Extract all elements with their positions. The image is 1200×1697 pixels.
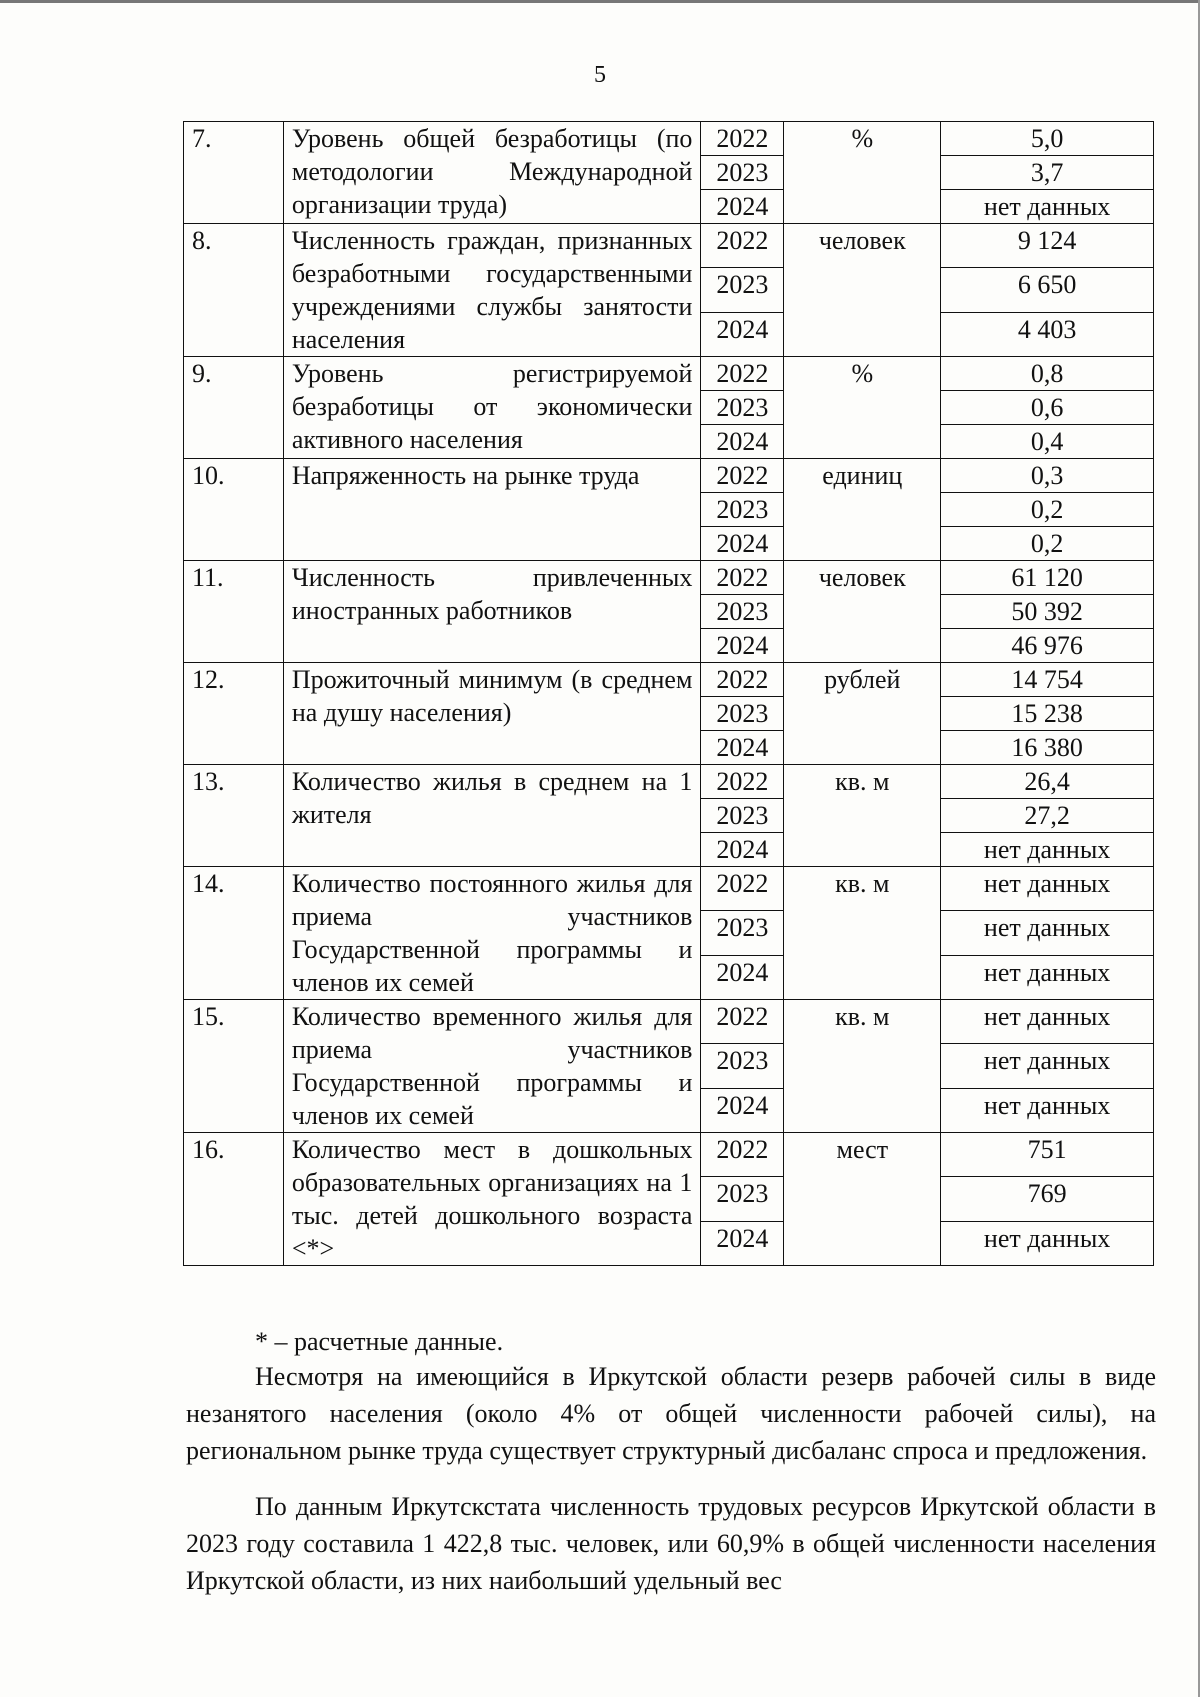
year-cell: 2024 — [701, 425, 784, 459]
year-cell: 2022 — [701, 1133, 784, 1177]
year-cell: 2024 — [701, 1088, 784, 1132]
year-cell: 2022 — [701, 459, 784, 493]
year-cell: 2023 — [701, 911, 784, 955]
year-cell: 2023 — [701, 595, 784, 629]
indicator-name: Количество мест в дошкольных образовательных организациях на 1 тыс. детей дошкольного возраста <*> — [283, 1133, 701, 1266]
unit-cell: % — [784, 357, 941, 459]
unit-cell: человек — [784, 224, 941, 357]
unit-cell: человек — [784, 561, 941, 663]
indicator-name: Количество жилья в среднем на 1 жителя — [283, 765, 701, 867]
unit-cell: кв. м — [784, 765, 941, 867]
table-row — [184, 1000, 1154, 1044]
table-row — [184, 561, 1154, 595]
scan-edge-top — [0, 0, 1200, 3]
row-number: 8. — [184, 224, 284, 357]
indicators-table-body — [184, 122, 1154, 1266]
year-cell: 2024 — [701, 731, 784, 765]
value-cell: 5,0 — [941, 122, 1154, 156]
table-row — [184, 357, 1154, 391]
indicators-table — [183, 121, 1154, 1266]
year-cell: 2023 — [701, 1177, 784, 1221]
table-row — [184, 1133, 1154, 1177]
year-cell: 2024 — [701, 955, 784, 999]
value-cell: нет данных — [941, 955, 1154, 999]
year-cell: 2023 — [701, 1044, 784, 1088]
year-cell: 2022 — [701, 561, 784, 595]
year-cell: 2023 — [701, 156, 784, 190]
year-cell: 2022 — [701, 357, 784, 391]
table-row — [184, 122, 1154, 156]
page-number: 5 — [594, 62, 606, 88]
row-number: 16. — [184, 1133, 284, 1266]
unit-cell: % — [784, 122, 941, 224]
value-cell: нет данных — [941, 867, 1154, 911]
indicator-name: Прожиточный минимум (в среднем на душу населения) — [283, 663, 701, 765]
value-cell: 0,8 — [941, 357, 1154, 391]
value-cell: 16 380 — [941, 731, 1154, 765]
row-number: 11. — [184, 561, 284, 663]
value-cell: 15 238 — [941, 697, 1154, 731]
footnote: * – расчетные данные. — [255, 1327, 504, 1356]
indicator-name: Количество постоянного жилья для приема участников Государственной программы и членов их семей — [283, 867, 701, 1000]
value-cell: 26,4 — [941, 765, 1154, 799]
row-number: 13. — [184, 765, 284, 867]
year-cell: 2024 — [701, 312, 784, 356]
value-cell: 4 403 — [941, 312, 1154, 356]
year-cell: 2023 — [701, 697, 784, 731]
value-cell: 50 392 — [941, 595, 1154, 629]
value-cell: 769 — [941, 1177, 1154, 1221]
value-cell: 6 650 — [941, 268, 1154, 312]
indicator-name: Уровень регистрируемой безработицы от экономически активного населения — [283, 357, 701, 459]
table-row — [184, 867, 1154, 911]
value-cell: 46 976 — [941, 629, 1154, 663]
value-cell: 0,2 — [941, 527, 1154, 561]
year-cell: 2023 — [701, 799, 784, 833]
value-cell: нет данных — [941, 1044, 1154, 1088]
unit-cell: кв. м — [784, 867, 941, 1000]
value-cell: 3,7 — [941, 156, 1154, 190]
indicator-name: Количество временного жилья для приема участников Государственной программы и членов их семей — [283, 1000, 701, 1133]
value-cell: нет данных — [941, 1221, 1154, 1265]
table-row — [184, 765, 1154, 799]
row-number: 12. — [184, 663, 284, 765]
value-cell: 0,6 — [941, 391, 1154, 425]
value-cell: нет данных — [941, 833, 1154, 867]
paragraph-1: Несмотря на имеющийся в Иркутской области резерв рабочей силы в виде незанятого населения (около 4% от общей численности рабочей силы), на региональном рынке труда существует структурный дисбаланс спроса и предложения. — [186, 1362, 1156, 1465]
table-row — [184, 224, 1154, 268]
value-cell: 61 120 — [941, 561, 1154, 595]
unit-cell: единиц — [784, 459, 941, 561]
year-cell: 2024 — [701, 527, 784, 561]
table-row — [184, 663, 1154, 697]
row-number: 7. — [184, 122, 284, 224]
row-number: 14. — [184, 867, 284, 1000]
indicator-name: Численность граждан, признанных безработными государственными учреждениями службы занятости населения — [283, 224, 701, 357]
value-cell: нет данных — [941, 190, 1154, 224]
indicator-name: Напряженность на рынке труда — [283, 459, 701, 561]
year-cell: 2023 — [701, 268, 784, 312]
value-cell: 0,3 — [941, 459, 1154, 493]
year-cell: 2022 — [701, 765, 784, 799]
year-cell: 2024 — [701, 1221, 784, 1265]
row-number: 9. — [184, 357, 284, 459]
value-cell: 751 — [941, 1133, 1154, 1177]
year-cell: 2022 — [701, 1000, 784, 1044]
year-cell: 2024 — [701, 629, 784, 663]
year-cell: 2022 — [701, 867, 784, 911]
year-cell: 2022 — [701, 663, 784, 697]
paragraph-2: По данным Иркутскстата численность трудовых ресурсов Иркутской области в 2023 году составила 1 422,8 тыс. человек, или 60,9% в общей численности населения Иркутской области, из них наибольший удельный вес — [186, 1492, 1156, 1595]
value-cell: 9 124 — [941, 224, 1154, 268]
value-cell: нет данных — [941, 911, 1154, 955]
year-cell: 2023 — [701, 391, 784, 425]
indicator-name: Уровень общей безработицы (по методологии Международной организации труда) — [283, 122, 701, 224]
unit-cell: кв. м — [784, 1000, 941, 1133]
value-cell: 27,2 — [941, 799, 1154, 833]
year-cell: 2023 — [701, 493, 784, 527]
row-number: 10. — [184, 459, 284, 561]
value-cell: 0,4 — [941, 425, 1154, 459]
indicator-name: Численность привлеченных иностранных работников — [283, 561, 701, 663]
value-cell: 0,2 — [941, 493, 1154, 527]
unit-cell: мест — [784, 1133, 941, 1266]
value-cell: нет данных — [941, 1000, 1154, 1044]
value-cell: нет данных — [941, 1088, 1154, 1132]
unit-cell: рублей — [784, 663, 941, 765]
year-cell: 2022 — [701, 224, 784, 268]
table-row — [184, 459, 1154, 493]
year-cell: 2024 — [701, 190, 784, 224]
year-cell: 2022 — [701, 122, 784, 156]
value-cell: 14 754 — [941, 663, 1154, 697]
year-cell: 2024 — [701, 833, 784, 867]
row-number: 15. — [184, 1000, 284, 1133]
